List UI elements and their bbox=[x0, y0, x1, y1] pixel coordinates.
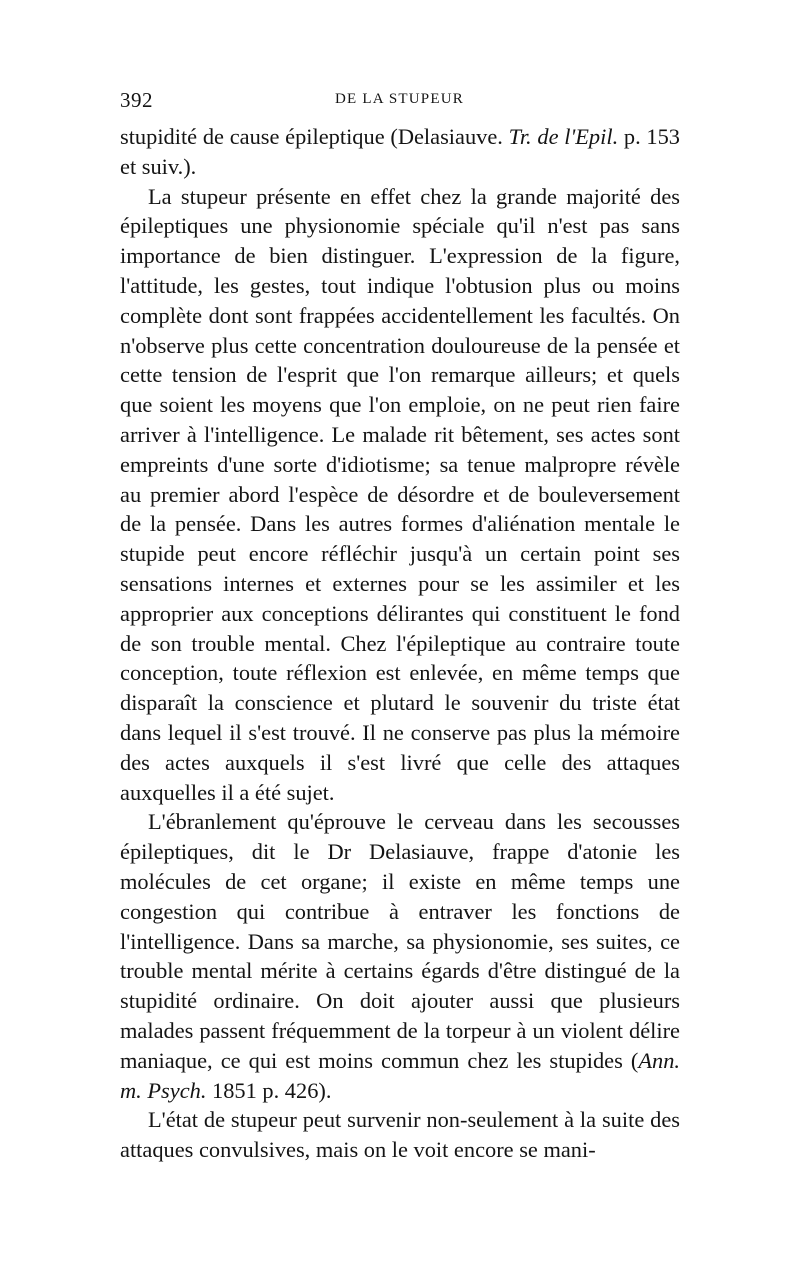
text-segment: 1851 p. 426). bbox=[206, 1077, 332, 1103]
paragraph-continuation bbox=[120, 122, 680, 182]
text-segment: stupidité de cause épileptique (Delasiauve. bbox=[120, 124, 509, 149]
paragraph bbox=[120, 807, 680, 1105]
text-segment: La stupeur présente en effet chez la grande majorité des épileptiques une physionomie spéciale qu'il n'est pas sans importance de bien distinguer. L'expression de la figure, l'attitude, les gestes, tout indique l'obtusion plus ou moins complète dont sont frappées accidentellement les facultés. On n'observe plus cette concentration douloureuse de la pensée et cette tension de l'esprit que l'on remarque ailleurs; et quels que soient les moyens que l'on emploie, on ne peut rien faire arriver à l'intelligence. Le malade rit bêtement, ses actes sont empreints d'une sorte d'idiotisme; sa tenue malpropre révèle au premier abord l'espèce de désordre et de bouleversement de la pensée. Dans les autres formes d'aliénation mentale le stupide peut encore réfléchir jusqu'à un certain point ses sensations internes et externes pour se les assimiler et les approprier aux conceptions délirantes qui constituent le fond de son trouble mental. Chez l'épileptique au contraire toute conception, toute réflexion est enlevée, en même temps que disparaît la conscience et plutard le souvenir du triste état dans lequel il s'est trouvé. Il ne conserve pas plus la mémoire des actes auxquels il s'est livré que celle des attaques auxquelles il a été sujet. bbox=[120, 183, 680, 805]
text-segment: L'ébranlement qu'éprouve le cerveau dans les secousses épileptiques, dit le Dr Delasiauve, frappe d'atonie les molécules de cet organe; il existe en même temps une congestion qui contribue à entraver les fonctions de l'intelligence. Dans sa marche, sa physionomie, ses suites, ce trouble mental mérite à certains égards d'être distingué de la stupidité ordinaire. On doit ajouter aussi que plusieurs malades passent fréquemment de la torpeur à un violent délire maniaque, ce qui est moins commun chez les stupides ( bbox=[120, 809, 680, 1073]
page-number: 392 bbox=[120, 88, 153, 112]
book-page bbox=[120, 88, 680, 1165]
text-segment: p. 153 et suiv.). bbox=[120, 124, 681, 179]
paragraph bbox=[120, 1105, 680, 1165]
paragraph bbox=[120, 182, 680, 808]
text-segment: L'état de stupeur peut survenir non-seulement à la suite des attaques convulsives, mais on le voit encore se mani- bbox=[120, 1107, 680, 1163]
citation-italic: Ann. m. Psych. bbox=[120, 1047, 680, 1103]
running-head bbox=[120, 88, 680, 122]
body-text bbox=[120, 122, 680, 1165]
running-title: DE LA STUPEUR bbox=[335, 91, 464, 107]
citation-italic: Tr. de l'Epil. bbox=[508, 124, 619, 149]
